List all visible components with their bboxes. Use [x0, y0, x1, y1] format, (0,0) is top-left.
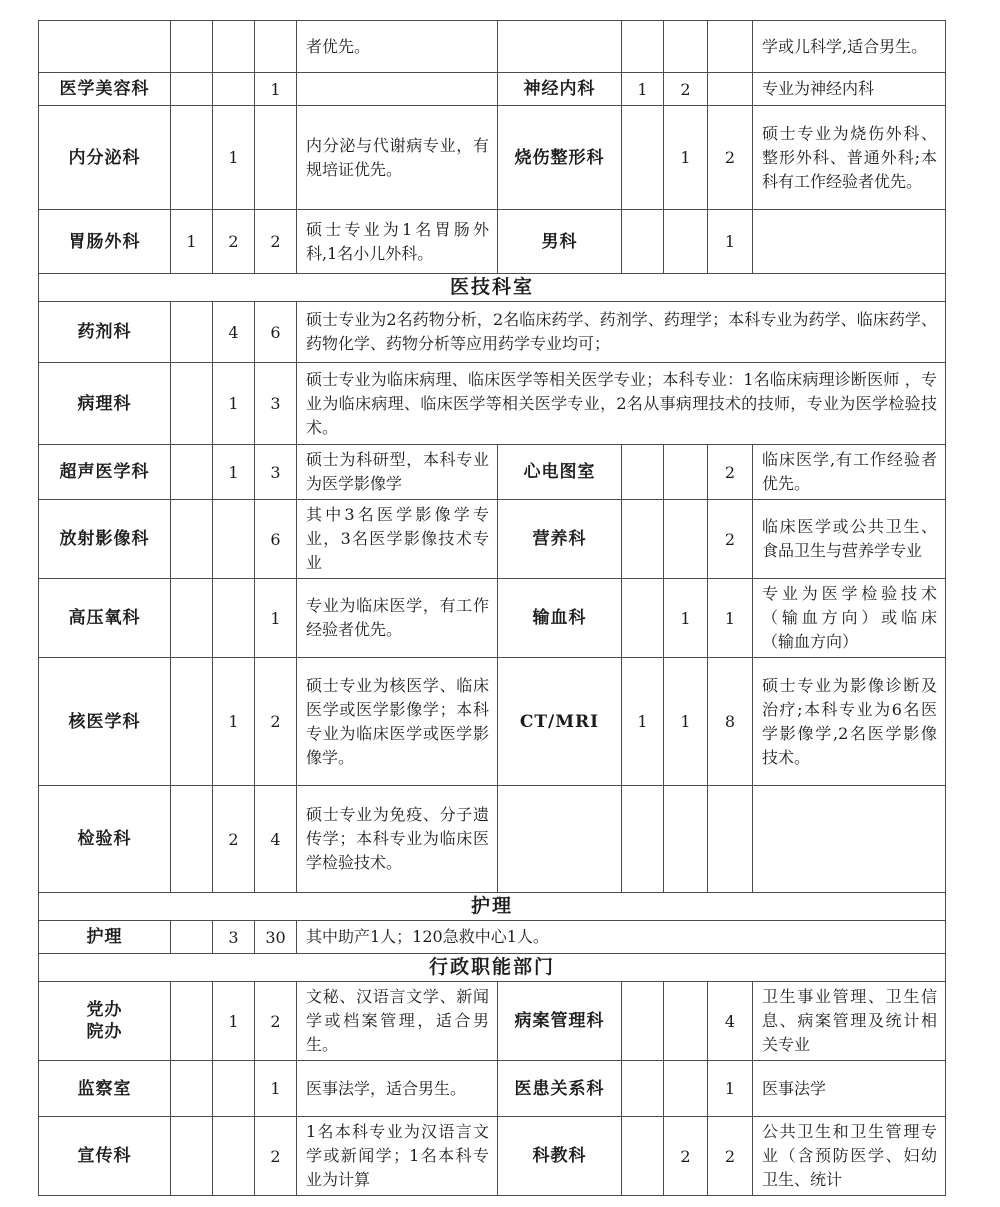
requirement-cell: 专业为神经内科 — [753, 73, 946, 106]
count-cell — [664, 21, 708, 73]
dept-name-cell: 病案管理科 — [498, 982, 622, 1061]
count-cell — [622, 106, 664, 210]
requirement-cell: 专业为医学检验技术（输血方向）或临床（输血方向） — [753, 579, 946, 658]
table-row — [39, 982, 946, 1061]
section-title: 护理 — [39, 893, 946, 921]
requirement-cell: 硕士专业为烧伤外科、整形外科、普通外科;本科有工作经验者优先。 — [753, 106, 946, 210]
dept-name-cell: 烧伤整形科 — [498, 106, 622, 210]
count-cell — [708, 21, 753, 73]
table-row — [39, 73, 946, 106]
count-cell: 1 — [213, 658, 255, 786]
section-title: 行政职能部门 — [39, 954, 946, 982]
dept-name-cell: 医学美容科 — [39, 73, 171, 106]
dept-name-cell: 党办 院办 — [39, 982, 171, 1061]
dept-name-cell: 护理 — [39, 921, 171, 954]
count-cell — [622, 21, 664, 73]
dept-name-cell: 心电图室 — [498, 445, 622, 500]
section-header-row — [39, 274, 946, 302]
table-row — [39, 363, 946, 445]
count-cell: 1 — [213, 106, 255, 210]
dept-name-cell: 核医学科 — [39, 658, 171, 786]
requirement-cell: 临床医学或公共卫生、食品卫生与营养学专业 — [753, 500, 946, 579]
section-title: 医技科室 — [39, 274, 946, 302]
requirement-cell: 硕士专业为2名药物分析，2名临床药学、药剂学、药理学；本科专业为药学、临床药学、药物化学、药物分析等应用药学专业均可； — [297, 302, 946, 363]
count-cell: 6 — [255, 302, 297, 363]
count-cell: 2 — [255, 982, 297, 1061]
table-row — [39, 658, 946, 786]
count-cell — [622, 210, 664, 274]
count-cell: 6 — [255, 500, 297, 579]
dept-name-cell: 药剂科 — [39, 302, 171, 363]
table-row — [39, 302, 946, 363]
requirement-cell — [297, 73, 498, 106]
requirement-cell: 1名本科专业为汉语言文学或新闻学；1名本科专业为计算 — [297, 1117, 498, 1196]
count-cell — [171, 658, 213, 786]
count-cell — [664, 500, 708, 579]
count-cell: 1 — [213, 445, 255, 500]
dept-name-cell: 胃肠外科 — [39, 210, 171, 274]
count-cell — [622, 786, 664, 893]
dept-name-cell: 科教科 — [498, 1117, 622, 1196]
requirement-cell — [753, 786, 946, 893]
section-header-row — [39, 893, 946, 921]
dept-name-cell: 营养科 — [498, 500, 622, 579]
dept-name-cell: 医患关系科 — [498, 1061, 622, 1117]
dept-name-cell: 内分泌科 — [39, 106, 171, 210]
requirement-cell: 公共卫生和卫生管理专业（含预防医学、妇幼卫生、统计 — [753, 1117, 946, 1196]
count-cell — [171, 445, 213, 500]
dept-name-cell: 神经内科 — [498, 73, 622, 106]
dept-name-cell: CT/MRI — [498, 658, 622, 786]
requirement-cell: 学或儿科学,适合男生。 — [753, 21, 946, 73]
table-row — [39, 21, 946, 73]
count-cell — [622, 579, 664, 658]
count-cell: 1 — [708, 579, 753, 658]
requirement-cell: 专业为临床医学，有工作经验者优先。 — [297, 579, 498, 658]
count-cell: 2 — [708, 445, 753, 500]
count-cell: 1 — [622, 658, 664, 786]
requirement-cell: 硕士专业为核医学、临床医学或医学影像学；本科专业为临床医学或医学影像学。 — [297, 658, 498, 786]
count-cell: 2 — [255, 658, 297, 786]
dept-name-cell — [39, 21, 171, 73]
count-cell: 1 — [664, 106, 708, 210]
requirement-cell: 硕士为科研型，本科专业为医学影像学 — [297, 445, 498, 500]
count-cell: 2 — [708, 500, 753, 579]
count-cell — [664, 982, 708, 1061]
count-cell — [213, 1061, 255, 1117]
requirement-cell — [753, 210, 946, 274]
dept-name-cell: 检验科 — [39, 786, 171, 893]
requirement-cell: 硕士专业为临床病理、临床医学等相关医学专业；本科专业：1名临床病理诊断医师 ，专业为临床病理、临床医学等相关医学专业，2名从事病理技术的技师，专业为医学检验技术。 — [297, 363, 946, 445]
count-cell — [171, 982, 213, 1061]
dept-name-cell: 监察室 — [39, 1061, 171, 1117]
requirement-cell: 卫生事业管理、卫生信息、病案管理及统计相关专业 — [753, 982, 946, 1061]
count-cell — [622, 1117, 664, 1196]
count-cell — [171, 363, 213, 445]
count-cell — [171, 579, 213, 658]
count-cell — [622, 1061, 664, 1117]
requirement-cell: 医事法学 — [753, 1061, 946, 1117]
count-cell: 1 — [708, 1061, 753, 1117]
table-row — [39, 500, 946, 579]
dept-name-cell: 超声医学科 — [39, 445, 171, 500]
table-row — [39, 1061, 946, 1117]
count-cell — [664, 1061, 708, 1117]
requirement-cell: 临床医学,有工作经验者优先。 — [753, 445, 946, 500]
count-cell: 2 — [255, 210, 297, 274]
count-cell: 1 — [622, 73, 664, 106]
count-cell: 8 — [708, 658, 753, 786]
requirement-cell: 其中3名医学影像学专业，3名医学影像技术专业 — [297, 500, 498, 579]
table-row — [39, 106, 946, 210]
requirement-cell: 硕士专业为免疫、分子遗传学；本科专业为临床医学检验技术。 — [297, 786, 498, 893]
recruitment-table — [38, 20, 946, 1196]
requirement-cell: 硕士专业为影像诊断及治疗;本科专业为6名医学影像学,2名医学影像技术。 — [753, 658, 946, 786]
count-cell: 1 — [255, 73, 297, 106]
dept-name-cell — [498, 786, 622, 893]
requirement-cell: 其中助产1人；120急救中心1人。 — [297, 921, 946, 954]
count-cell — [213, 579, 255, 658]
dept-name-cell: 放射影像科 — [39, 500, 171, 579]
count-cell: 30 — [255, 921, 297, 954]
count-cell — [171, 921, 213, 954]
count-cell: 1 — [255, 579, 297, 658]
count-cell — [622, 500, 664, 579]
count-cell: 2 — [664, 73, 708, 106]
requirement-cell: 内分泌与代谢病专业，有规培证优先。 — [297, 106, 498, 210]
count-cell: 3 — [255, 445, 297, 500]
count-cell — [255, 106, 297, 210]
section-header-row — [39, 954, 946, 982]
dept-name-cell: 宣传科 — [39, 1117, 171, 1196]
count-cell — [664, 786, 708, 893]
count-cell: 2 — [255, 1117, 297, 1196]
count-cell — [213, 21, 255, 73]
table-row — [39, 445, 946, 500]
count-cell: 2 — [213, 786, 255, 893]
requirement-cell: 文秘、汉语言文学、新闻学或档案管理，适合男生。 — [297, 982, 498, 1061]
count-cell: 1 — [213, 982, 255, 1061]
count-cell — [171, 500, 213, 579]
count-cell: 2 — [213, 210, 255, 274]
count-cell: 3 — [255, 363, 297, 445]
count-cell: 4 — [255, 786, 297, 893]
dept-name-cell: 病理科 — [39, 363, 171, 445]
count-cell — [213, 1117, 255, 1196]
dept-name-cell — [498, 21, 622, 73]
count-cell — [622, 982, 664, 1061]
count-cell — [171, 106, 213, 210]
count-cell — [171, 302, 213, 363]
count-cell — [622, 445, 664, 500]
count-cell: 4 — [708, 982, 753, 1061]
table-row — [39, 210, 946, 274]
count-cell: 2 — [708, 1117, 753, 1196]
requirement-cell: 者优先。 — [297, 21, 498, 73]
count-cell — [171, 786, 213, 893]
count-cell: 1 — [664, 579, 708, 658]
count-cell — [708, 73, 753, 106]
requirement-cell: 医事法学，适合男生。 — [297, 1061, 498, 1117]
count-cell: 3 — [213, 921, 255, 954]
count-cell: 1 — [213, 363, 255, 445]
count-cell — [255, 21, 297, 73]
count-cell: 1 — [171, 210, 213, 274]
count-cell: 1 — [664, 658, 708, 786]
table-row — [39, 1117, 946, 1196]
dept-name-cell: 高压氧科 — [39, 579, 171, 658]
table-row — [39, 579, 946, 658]
count-cell: 1 — [708, 210, 753, 274]
count-cell: 1 — [255, 1061, 297, 1117]
requirement-cell: 硕士专业为1名胃肠外科,1名小儿外科。 — [297, 210, 498, 274]
count-cell — [664, 210, 708, 274]
count-cell: 2 — [664, 1117, 708, 1196]
table-row — [39, 921, 946, 954]
count-cell — [708, 786, 753, 893]
table-row — [39, 786, 946, 893]
count-cell — [213, 73, 255, 106]
count-cell: 4 — [213, 302, 255, 363]
dept-name-cell: 输血科 — [498, 579, 622, 658]
count-cell — [171, 73, 213, 106]
count-cell — [213, 500, 255, 579]
dept-name-cell: 男科 — [498, 210, 622, 274]
count-cell — [171, 1117, 213, 1196]
count-cell: 2 — [708, 106, 753, 210]
count-cell — [171, 1061, 213, 1117]
count-cell — [664, 445, 708, 500]
count-cell — [171, 21, 213, 73]
recruitment-table-body — [39, 21, 946, 1196]
